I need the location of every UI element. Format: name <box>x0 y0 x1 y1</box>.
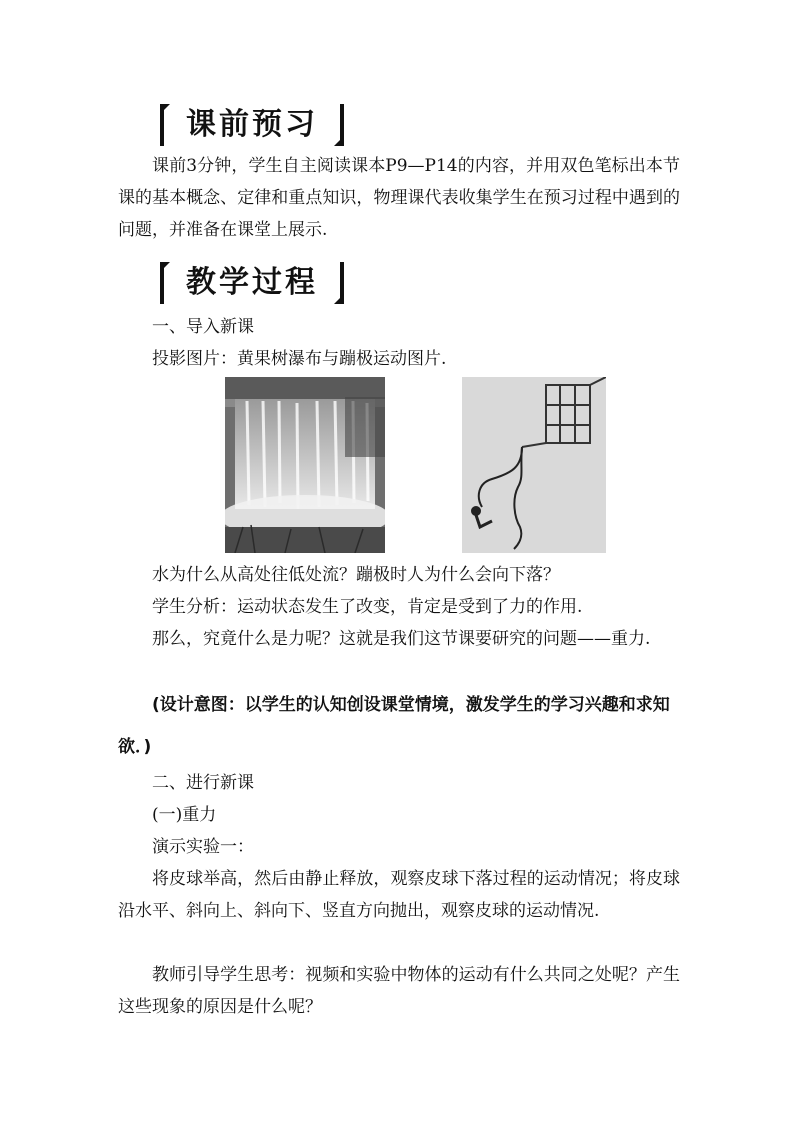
left-bracket-icon <box>160 104 176 146</box>
design-intent: (设计意图：以学生的认知创设课堂情境，激发学生的学习兴趣和求知欲．) <box>118 695 670 757</box>
lead-paragraph: 那么，究竟什么是力呢？这就是我们这节课要研究的问题——重力. <box>152 629 651 649</box>
heading-intro: 一、导入新课 <box>152 317 254 337</box>
analysis-text: 学生分析：运动状态发生了改变，肯定是受到了力的作用. <box>152 597 583 617</box>
guide-paragraph: 教师引导学生思考：视频和实验中物体的运动有什么共同之处呢？产生这些现象的原因是什么呢？ <box>118 965 680 1017</box>
section-preview-header <box>160 102 344 148</box>
heading-new-lesson: 二、进行新课 <box>152 773 254 793</box>
section-process-header <box>160 260 344 306</box>
projection-text: 投影图片：黄果树瀑布与蹦极运动图片. <box>152 349 447 369</box>
subheading-gravity: (一)重力 <box>152 805 217 825</box>
demo-paragraph: 将皮球举高，然后由静止释放，观察皮球下落过程的运动情况；将皮球沿水平、斜向上、斜向下、竖直方向抛出，观察皮球的运动情况. <box>118 869 680 921</box>
section-title-process: 教学过程 <box>186 265 318 300</box>
right-bracket-icon <box>328 104 344 146</box>
demo-label: 演示实验一： <box>152 837 254 857</box>
waterfall-image <box>225 377 385 553</box>
left-bracket-icon <box>160 262 176 304</box>
question-text: 水为什么从高处往低处流？蹦极时人为什么会向下落？ <box>152 565 560 585</box>
preview-paragraph: 课前3分钟，学生自主阅读课本P9—P14的内容，并用双色笔标出本节课的基本概念、定律和重点知识，物理课代表收集学生在预习过程中遇到的问题，并准备在课堂上展示. <box>118 156 680 240</box>
section-title-preview: 课前预习 <box>186 107 318 142</box>
right-bracket-icon <box>328 262 344 304</box>
bungee-image <box>462 377 606 553</box>
